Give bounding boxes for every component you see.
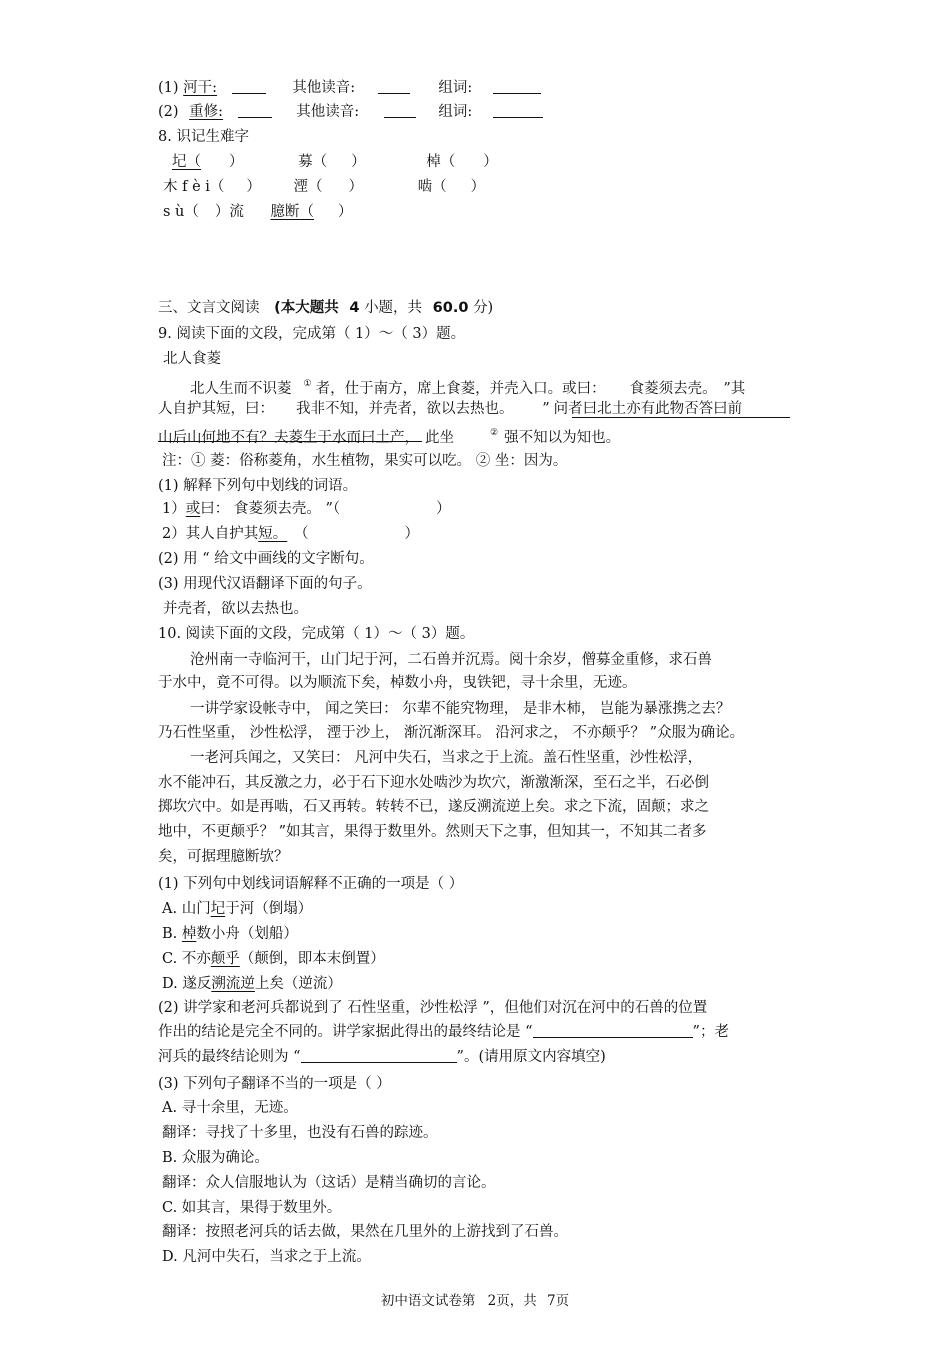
passage-title: 北人食菱: [163, 351, 221, 367]
sub-question: (1) 下列句中划线词语解释不正确的一项是（ ）: [158, 876, 464, 892]
q8-row-2: 木 f è i（ ） 湮（ ） 啮（ ）: [163, 179, 486, 195]
sub-question: (2) 讲学家和老河兵都说到了 石性坚重，沙性松浮 ”，但他们对沉在河中的石兽的位置: [158, 1000, 708, 1016]
passage-line: 沧州南一寺临河干，山门圮于河，二石兽并沉焉。阅十余岁，僧募金重修，求石兽: [190, 652, 712, 668]
sub-question: (3) 下列句子翻译不当的一项是（ ）: [158, 1076, 391, 1092]
option-a[interactable]: A. 寻十余里，无迹。: [162, 1100, 298, 1116]
passage-line: 掷坎穴中。如是再啮，石又再转。转转不已，遂反溯流逆上矣。求之下流，固颠；求之: [158, 799, 709, 815]
answer-blank[interactable]: [232, 79, 266, 94]
answer-blank[interactable]: [301, 1048, 457, 1063]
q10-stem: 10. 阅读下面的文段，完成第（ 1）～（ 3）题。: [158, 626, 475, 642]
sub-question: (3) 用现代汉语翻译下面的句子。: [158, 576, 372, 592]
option-d[interactable]: D. 凡河中失石，当求之于上流。: [162, 1249, 371, 1265]
sub-question: (1) 解释下列句中划线的词语。: [158, 478, 358, 494]
answer-blank[interactable]: [533, 1023, 693, 1038]
passage-line: 人自护其短，曰： 我非不知，并壳者，欲以去热也。 ” 问者曰北土亦有此物否答曰前: [158, 401, 743, 417]
q8-row-1: 圮（ ） 募（ ） 棹（ ）: [172, 154, 498, 170]
page-footer: 初中语文试卷第 2页，共 7页: [380, 1293, 570, 1309]
sentence-to-translate: 并壳者，欲以去热也。: [163, 601, 308, 617]
option-c[interactable]: C. 不亦颠乎（颠倒，即本末倒置）: [162, 951, 385, 967]
passage-line: 山后山何地不有？夫菱生于水而曰土产， 此坐 ② 强不知以为知也。: [158, 428, 621, 446]
passage-line: 一老河兵闻之，又笑曰： 凡河中失石，当求之于上流。盖石性坚重，沙性松浮，: [190, 750, 703, 766]
q8-row-3: s ù（ ）流 臆断（ ）: [163, 204, 353, 220]
q8-title: 8. 识记生难字: [158, 129, 249, 145]
sub-question: 作出的结论是完全不同的。讲学家据此得出的最终结论是 “ ”；老: [158, 1024, 729, 1040]
passage-line: 北人生而不识菱 ① 者，仕于南方，席上食菱，并壳入口。或曰： 食菱须去壳。 ”其: [190, 379, 746, 397]
passage-line: 矣，可据理臆断欤？: [158, 849, 289, 865]
note: 注：① 菱：俗称菱角，水生植物，果实可以吃。 ② 坐：因为。: [162, 453, 568, 469]
answer-blank[interactable]: [384, 103, 416, 118]
sentence-underline: [572, 417, 790, 418]
option-a[interactable]: A. 山门圮于河（倒塌）: [162, 901, 313, 917]
answer-blank[interactable]: [378, 79, 410, 94]
answer-blank[interactable]: [493, 79, 541, 94]
option-c[interactable]: C. 如其言，果得于数里外。: [162, 1200, 342, 1216]
translation: 翻译：众人信服地认为（这话）是精当确切的言论。: [162, 1175, 496, 1191]
passage-line: 水不能冲石，其反激之力，必于石下迎水处啮沙为坎穴，渐激渐深，至石之半，石必倒: [158, 775, 709, 791]
sentence-underline: [158, 441, 422, 442]
translation: 翻译：按照老河兵的话去做，果然在几里外的上游找到了石兽。: [162, 1224, 568, 1240]
option-b[interactable]: B. 棹数小舟（划船）: [162, 926, 298, 942]
sub-question: 河兵的最终结论则为 “ ”。(请用原文内容填空): [158, 1049, 606, 1065]
q9-stem: 9. 阅读下面的文段，完成第（ 1）～（ 3）题。: [158, 326, 466, 342]
answer-blank[interactable]: [493, 103, 543, 118]
q7-line-2: (2) 重修: 其他读音: 组词:: [158, 102, 543, 122]
translation: 翻译：寻找了十多里，也没有石兽的踪迹。: [162, 1125, 438, 1141]
sub-question-item: 1）或曰： 食菱须去壳。 ”（ ）: [162, 501, 451, 517]
q7-line-1: (1) 河干: 其他读音: 组词:: [158, 78, 541, 98]
answer-blank[interactable]: [238, 103, 272, 118]
option-b[interactable]: B. 众服为确论。: [162, 1150, 269, 1166]
option-d[interactable]: D. 遂反溯流逆上矣（逆流）: [162, 976, 342, 992]
sub-question: (2) 用 “ 给文中画线的文字断句。: [158, 551, 374, 567]
passage-line: 地中，不更颠乎？ ”如其言，果得于数里外。然则天下之事，但知其一，不知其二者多: [158, 824, 707, 840]
sub-question-item: 2）其人自护其短。 （ ）: [162, 526, 419, 542]
passage-line: 于水中，竟不可得。以为顺流下矣，棹数小舟，曳铁钯，寻十余里，无迹。: [158, 675, 637, 691]
passage-line: 一讲学家设帐寺中， 闻之笑曰： 尔辈不能究物理， 是非木柿， 岂能为暴涨携之去？: [190, 701, 731, 717]
section-heading: 三、文言文阅读 (本大题共 4 小题，共 60.0 分): [158, 300, 494, 316]
passage-line: 乃石性坚重， 沙性松浮， 湮于沙上， 渐沉渐深耳。 沿河求之， 不亦颠乎？ ”众服为确论。: [158, 725, 745, 741]
